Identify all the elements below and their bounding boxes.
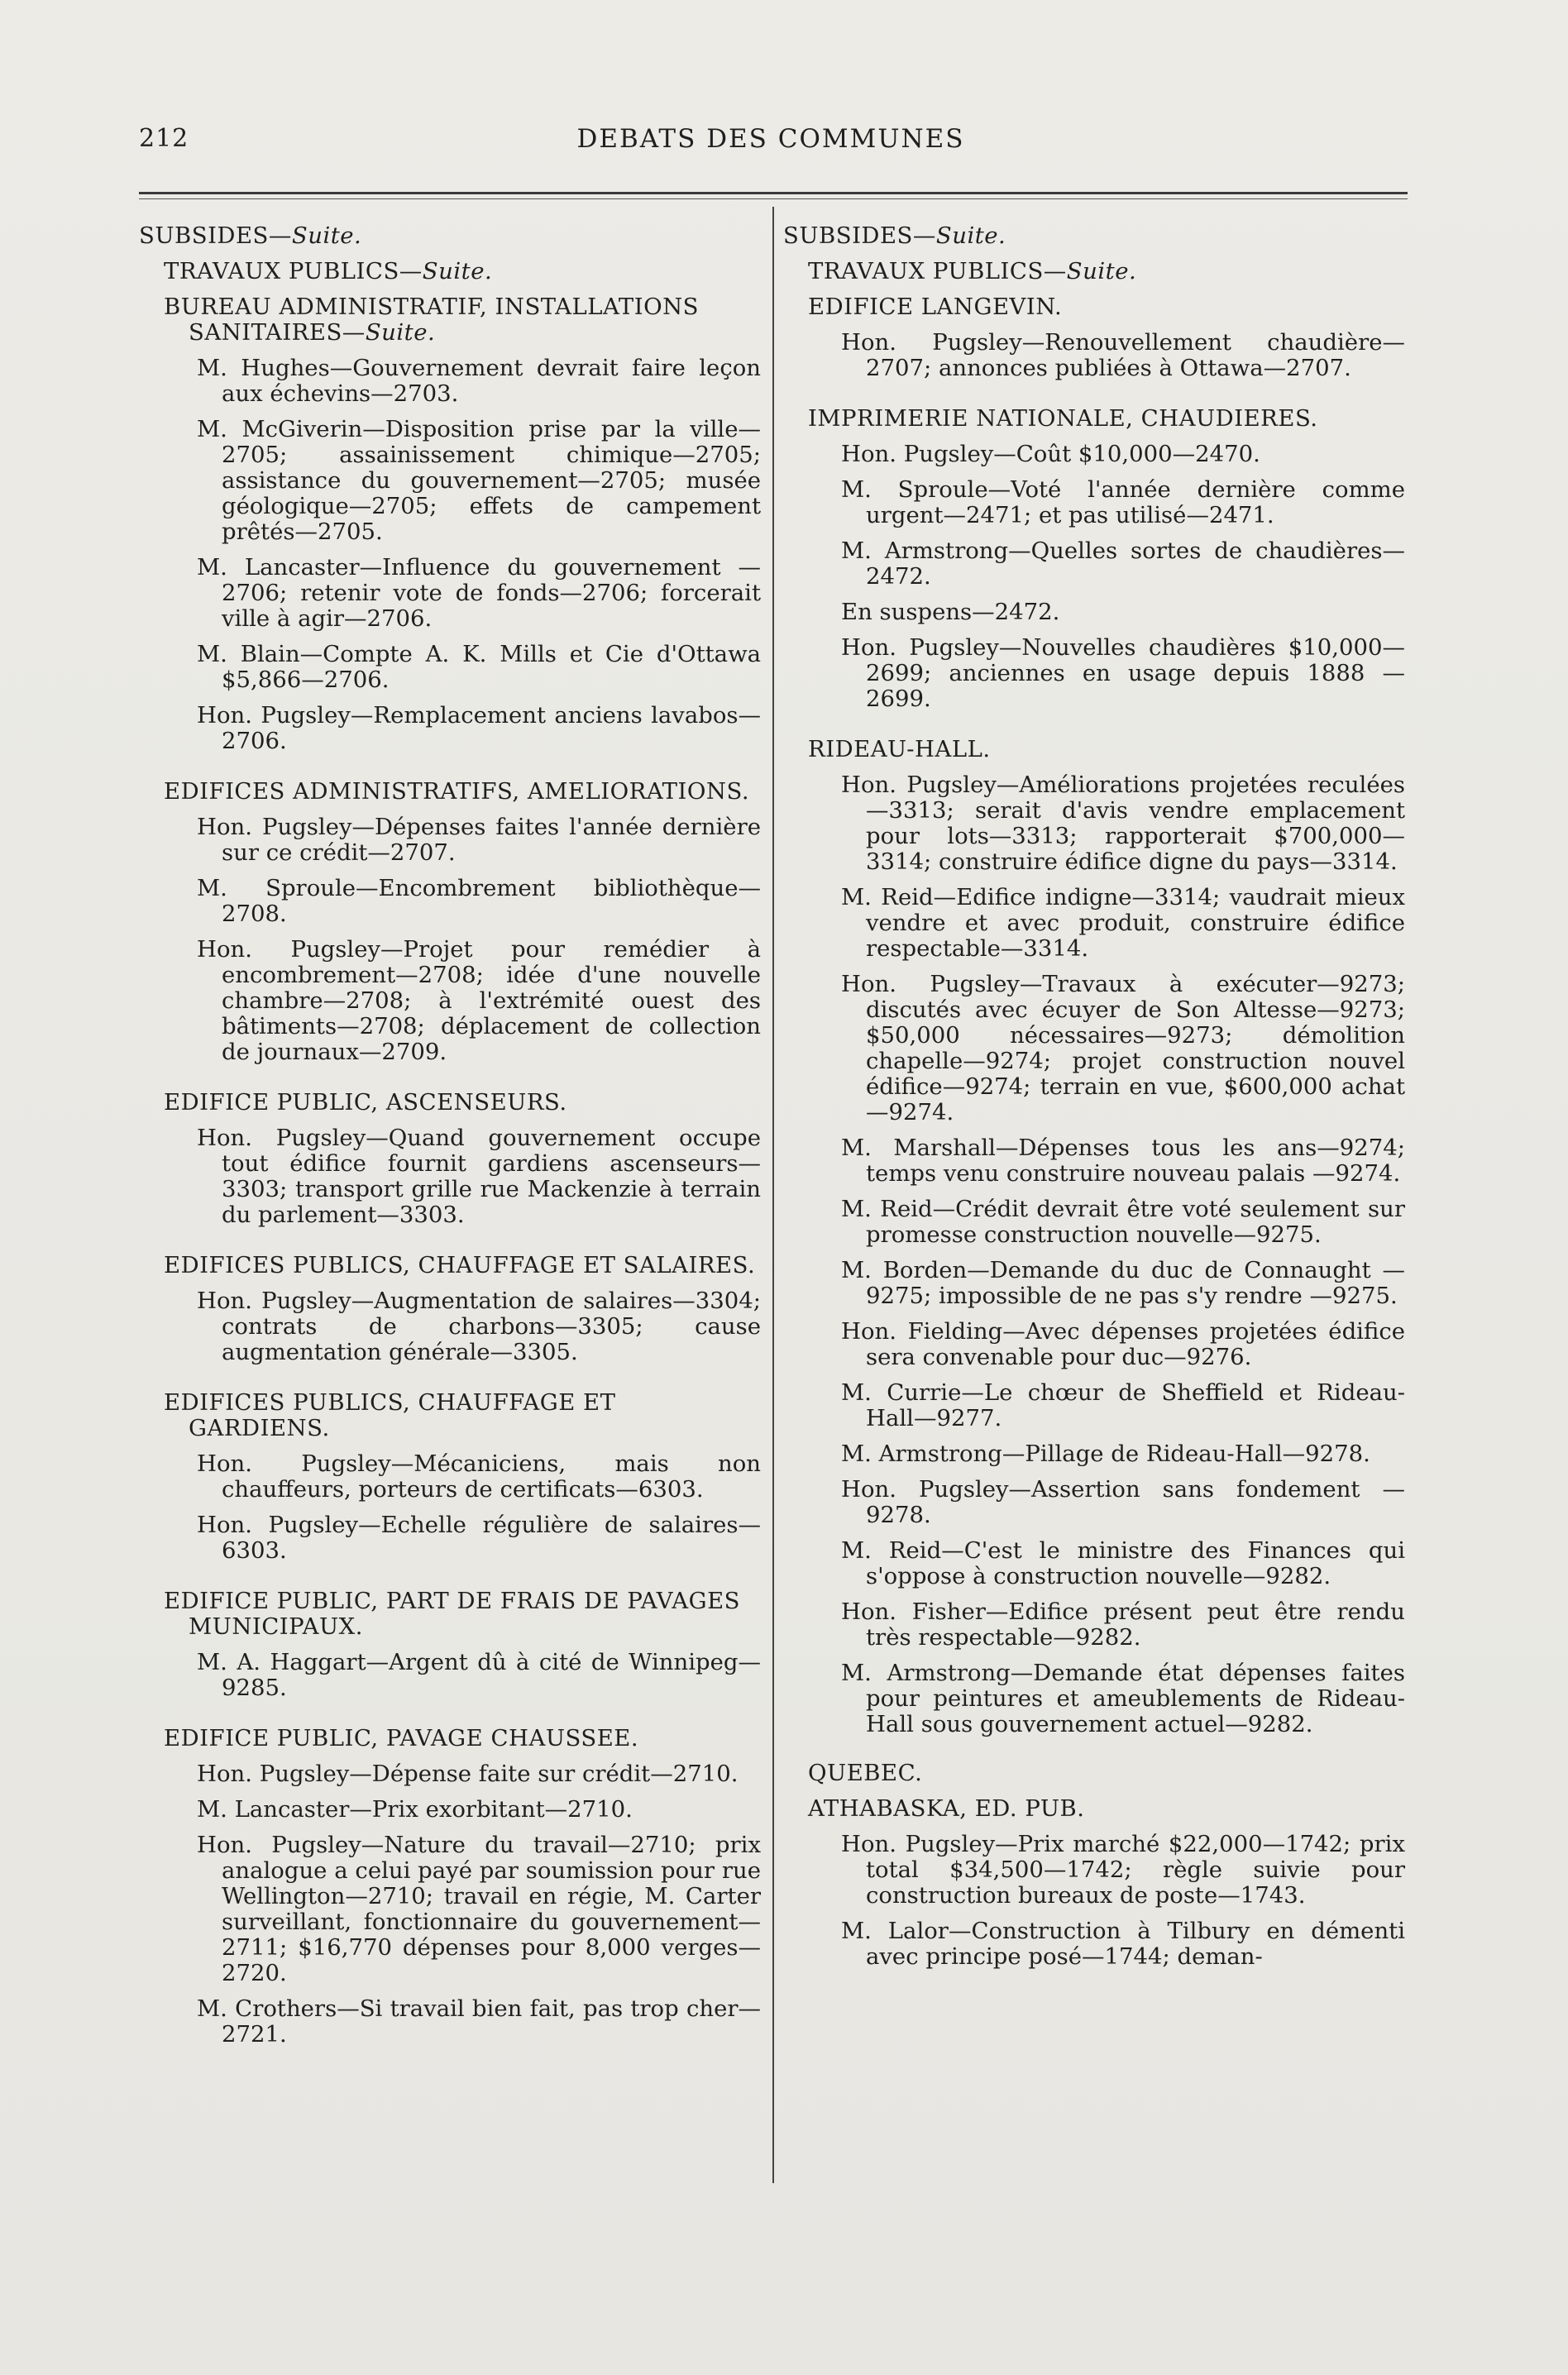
entry-text: Hon. Fisher—Edifice présent peut être rendu très respectable—9282.	[841, 1598, 1405, 1651]
entry-text: Hon. Pugsley—Nouvelles chaudières $10,000—2699; anciennes en usage depuis 1888 —2699.	[841, 634, 1405, 712]
index-entry	[197, 1512, 761, 1564]
header-rule-thin	[139, 198, 1408, 199]
heading-text: EDIFICE PUBLIC, PART DE FRAIS DE PAVAGES MUNICIPAUX.	[164, 1588, 741, 1640]
suite-label: Suite.	[365, 319, 436, 346]
suite-label: Suite.	[935, 222, 1006, 249]
entry-text: M. Currie—Le chœur de Sheffield et Rideau-Hall—9277.	[841, 1379, 1405, 1431]
running-head	[139, 124, 1403, 165]
section-heading	[164, 259, 761, 284]
index-entry	[197, 815, 761, 866]
index-entry	[197, 876, 761, 927]
section-heading	[808, 294, 1405, 320]
entry-text: En suspens—2472.	[841, 599, 1060, 625]
section-heading	[808, 1796, 1405, 1822]
heading-text: SUBSIDES—	[139, 222, 292, 249]
entry-text: Hon. Pugsley—Assertion sans fondement —9278.	[841, 1476, 1405, 1528]
index-entry	[197, 1288, 761, 1365]
entry-text: Hon. Pugsley—Projet pour remédier à encombrement—2708; idée d'une nouvelle chambre—2708; à l'extrémité ouest des bâtiments—2708; déplacement de collection de journaux—2709.	[197, 936, 761, 1065]
entry-text: Hon. Pugsley—Echelle régulière de salaires—6303.	[197, 1512, 761, 1564]
index-entry	[841, 772, 1405, 875]
index-entry	[197, 417, 761, 545]
heading-text: EDIFICE PUBLIC, ASCENSEURS.	[164, 1089, 567, 1116]
entry-text: M. Crothers—Si travail bien fait, pas trop cher—2721.	[197, 1995, 761, 2048]
entry-text: M. Lancaster—Prix exorbitant—2710.	[197, 1796, 633, 1823]
section-heading	[164, 294, 761, 346]
right-column	[783, 223, 1405, 1980]
index-entry	[197, 1451, 761, 1503]
index-entry	[841, 972, 1405, 1125]
index-entry	[841, 1832, 1405, 1909]
heading-text: EDIFICES PUBLICS, CHAUFFAGE ET SALAIRES.	[164, 1252, 756, 1278]
left-column	[139, 223, 761, 2057]
index-entry	[197, 356, 761, 407]
index-entry	[197, 1996, 761, 2048]
index-entry	[197, 703, 761, 754]
entry-text: M. Marshall—Dépenses tous les ans—9274; temps venu construire nouveau palais —9274.	[841, 1135, 1405, 1187]
index-entry	[841, 1599, 1405, 1651]
index-entry	[841, 477, 1405, 528]
entry-text: M. Reid—Crédit devrait être voté seulement sur promesse construction nouvelle—9275.	[841, 1196, 1405, 1248]
suite-label: Suite.	[291, 222, 362, 249]
section-heading	[164, 1589, 761, 1640]
heading-text: TRAVAUX PUBLICS—	[164, 258, 423, 284]
heading-text: ATHABASKA, ED. PUB.	[808, 1795, 1085, 1822]
entry-text: Hon. Pugsley—Dépense faite sur crédit—2710.	[197, 1761, 739, 1787]
page-number: 212	[139, 124, 189, 153]
index-entry	[841, 600, 1405, 625]
journal-title: DEBATS DES COMMUNES	[576, 124, 965, 154]
section-heading	[164, 1090, 761, 1116]
index-entry	[841, 1380, 1405, 1431]
index-entry	[841, 885, 1405, 962]
entry-text: M. Reid—C'est le ministre des Finances qui s'oppose à construction nouvelle—9282.	[841, 1537, 1405, 1589]
heading-text: TRAVAUX PUBLICS—	[808, 258, 1067, 284]
entry-text: M. McGiverin—Disposition prise par la ville—2705; assainissement chimique—2705; assistance du gouvernement—2705; musée géologique—2705; effets de campement prêtés—2705.	[197, 416, 761, 545]
header-rule	[139, 192, 1408, 194]
heading-text: EDIFICE LANGEVIN.	[808, 294, 1063, 320]
entry-text: M. Sproule—Encombrement bibliothèque—2708.	[197, 875, 761, 927]
index-entry	[841, 538, 1405, 590]
entry-text: M. Borden—Demande du duc de Connaught —9275; impossible de ne pas s'y rendre —9275.	[841, 1257, 1405, 1309]
index-entry	[841, 1919, 1405, 1970]
index-entry	[841, 1538, 1405, 1589]
entry-text: Hon. Pugsley—Remplacement anciens lavabos—2706.	[197, 702, 761, 754]
index-entry	[841, 1319, 1405, 1370]
index-entry	[197, 1797, 761, 1823]
index-entry	[197, 1761, 761, 1787]
entry-text: M. Hughes—Gouvernement devrait faire leçon aux échevins—2703.	[197, 355, 761, 407]
entry-text: M. Reid—Edifice indigne—3314; vaudrait mieux vendre et avec produit, construire édifice respectable—3314.	[841, 884, 1405, 962]
entry-text: Hon. Pugsley—Travaux à exécuter—9273; discutés avec écuyer de Son Altesse—9273; $50,000 nécessaires—9273; démolition chapelle—9274; projet construction nouvel édifice—9274; terrain en vue, $600,000 achat—9274.	[841, 971, 1405, 1125]
section-heading	[164, 1726, 761, 1751]
section-heading	[783, 223, 1405, 249]
index-entry	[841, 1477, 1405, 1528]
entry-text: M. Armstrong—Quelles sortes de chaudières—2472.	[841, 538, 1405, 590]
index-entry	[197, 1125, 761, 1228]
section-heading	[139, 223, 761, 249]
section-heading	[808, 1761, 1405, 1786]
entry-text: M. Armstrong—Pillage de Rideau-Hall—9278.	[841, 1441, 1370, 1467]
entry-text: M. Blain—Compte A. K. Mills et Cie d'Ottawa $5,866—2706.	[197, 641, 761, 693]
section-heading	[808, 259, 1405, 284]
entry-text: Hon. Pugsley—Améliorations projetées reculées—3313; serait d'avis vendre emplacement pour lots—3313; rapporterait $700,000—3314; construire édifice digne du pays—3314.	[841, 772, 1405, 875]
section-heading	[164, 779, 761, 805]
heading-text: RIDEAU-HALL.	[808, 736, 991, 762]
entry-text: M. Sproule—Voté l'année dernière comme urgent—2471; et pas utilisé—2471.	[841, 476, 1405, 528]
index-entry	[841, 635, 1405, 712]
entry-text: Hon. Pugsley—Mécaniciens, mais non chauffeurs, porteurs de certificats—6303.	[197, 1450, 761, 1503]
section-heading	[808, 737, 1405, 762]
entry-text: M. Lancaster—Influence du gouvernement —2706; retenir vote de fonds—2706; forcerait ville à agir—2706.	[197, 554, 761, 632]
entry-text: Hon. Pugsley—Coût $10,000—2470.	[841, 441, 1260, 467]
column-divider	[772, 207, 774, 2183]
index-entry	[841, 1258, 1405, 1309]
heading-text: EDIFICE PUBLIC, PAVAGE CHAUSSEE.	[164, 1725, 639, 1751]
entry-text: M. A. Haggart—Argent dû à cité de Winnipeg—9285.	[197, 1649, 761, 1701]
index-entry	[841, 1197, 1405, 1248]
entry-text: Hon. Fielding—Avec dépenses projetées édifice sera convenable pour duc—9276.	[841, 1318, 1405, 1370]
index-entry	[841, 1441, 1405, 1467]
index-entry	[841, 442, 1405, 467]
heading-text: QUEBEC.	[808, 1760, 923, 1786]
suite-label: Suite.	[1066, 258, 1137, 284]
entry-text: Hon. Pugsley—Nature du travail—2710; prix analogue a celui payé par soumission pour rue Wellington—2710; travail en régie, M. Carter surveillant, fonctionnaire du gouvernement—2711; $16,770 dépenses pour 8,000 verges—2720.	[197, 1832, 761, 1986]
index-entry	[197, 1833, 761, 1986]
index-entry	[197, 1650, 761, 1701]
entry-text: M. Armstrong—Demande état dépenses faites pour peintures et ameublements de Rideau-Hall sous gouvernement actuel—9282.	[841, 1660, 1405, 1737]
heading-text: BUREAU ADMINISTRATIF, INSTALLATIONS SANITAIRES—	[164, 294, 700, 346]
index-entry	[197, 937, 761, 1065]
index-entry	[841, 1661, 1405, 1737]
entry-text: Hon. Pugsley—Dépenses faites l'année dernière sur ce crédit—2707.	[197, 814, 761, 866]
entry-text: M. Lalor—Construction à Tilbury en démenti avec principe posé—1744; deman-	[841, 1918, 1405, 1970]
index-entry	[841, 1135, 1405, 1187]
index-entry	[197, 642, 761, 693]
entry-text: Hon. Pugsley—Quand gouvernement occupe tout édifice fournit gardiens ascenseurs—3303; transport grille rue Mackenzie à terrain du parlement—3303.	[197, 1125, 761, 1228]
index-entry	[841, 330, 1405, 381]
heading-text: IMPRIMERIE NATIONALE, CHAUDIERES.	[808, 405, 1318, 432]
heading-text: SUBSIDES—	[783, 222, 936, 249]
suite-label: Suite.	[422, 258, 493, 284]
section-heading	[164, 1390, 761, 1441]
section-heading	[808, 406, 1405, 432]
entry-text: Hon. Pugsley—Augmentation de salaires—3304; contrats de charbons—3305; cause augmentation générale—3305.	[197, 1288, 761, 1365]
heading-text: EDIFICES ADMINISTRATIFS, AMELIORATIONS.	[164, 778, 750, 805]
heading-text: EDIFICES PUBLICS, CHAUFFAGE ET GARDIENS.	[164, 1389, 616, 1441]
section-heading	[164, 1253, 761, 1278]
entry-text: Hon. Pugsley—Prix marché $22,000—1742; prix total $34,500—1742; règle suivie pour construction bureaux de poste—1743.	[841, 1831, 1405, 1909]
entry-text: Hon. Pugsley—Renouvellement chaudière—2707; annonces publiées à Ottawa—2707.	[841, 329, 1405, 381]
index-entry	[197, 555, 761, 632]
